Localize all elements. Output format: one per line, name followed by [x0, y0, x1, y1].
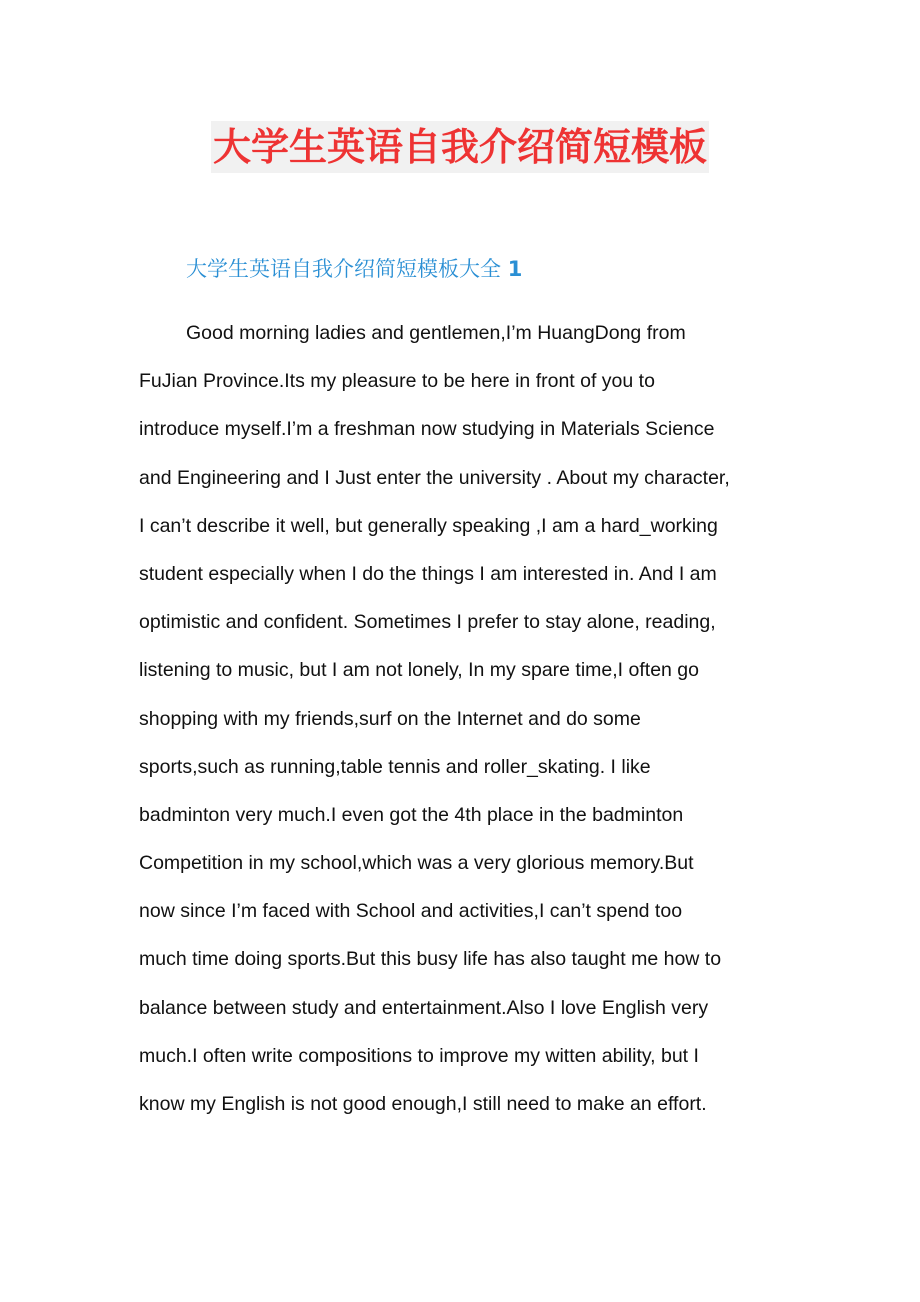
paragraph-line: much.I often write compositions to improve my witten ability, but I [139, 1044, 699, 1067]
paragraph-line: badminton very much.I even got the 4th place in the badminton [139, 803, 684, 826]
self-introduction-paragraph [139, 312, 784, 1131]
paragraph-line: FuJian Province.Its my pleasure to be here in front of you to [139, 370, 655, 393]
paragraph-line: student especially when I do the things I am interested in. And I am [139, 562, 717, 585]
paragraph-line: listening to music, but I am not lonely, In my spare time,I often go [139, 659, 699, 682]
paragraph-line: optimistic and confident. Sometimes I prefer to stay alone, reading, [139, 611, 716, 634]
section-heading [186, 254, 522, 284]
section-heading-space [501, 257, 508, 281]
paragraph-line: sports,such as running,table tennis and roller_skating. I like [139, 755, 651, 778]
document-title: 大学生英语自我介绍简短模板 [211, 121, 709, 173]
paragraph-line: Good morning ladies and gentlemen,I’m HuangDong from [186, 322, 686, 344]
paragraph-line: introduce myself.I’m a freshman now studying in Materials Science [139, 418, 715, 441]
paragraph-line: I can’t describe it well, but generally speaking ,I am a hard_working [139, 514, 718, 537]
paragraph-line: now since I’m faced with School and activities,I can’t spend too [139, 900, 683, 923]
section-heading-text: 大学生英语自我介绍简短模板大全 [186, 257, 501, 281]
paragraph-line: Competition in my school,which was a very glorious memory.But [139, 852, 694, 875]
paragraph-line: know my English is not good enough,I still need to make an effort. [139, 1093, 707, 1115]
paragraph-line: balance between study and entertainment.Also I love English very [139, 996, 709, 1019]
section-heading-number: 1 [507, 257, 523, 281]
paragraph-line: shopping with my friends,surf on the Internet and do some [139, 707, 641, 730]
paragraph-line: much time doing sports.But this busy life has also taught me how to [139, 948, 722, 971]
paragraph-line: and Engineering and I Just enter the university . About my character, [139, 466, 730, 489]
title-container [0, 121, 920, 173]
